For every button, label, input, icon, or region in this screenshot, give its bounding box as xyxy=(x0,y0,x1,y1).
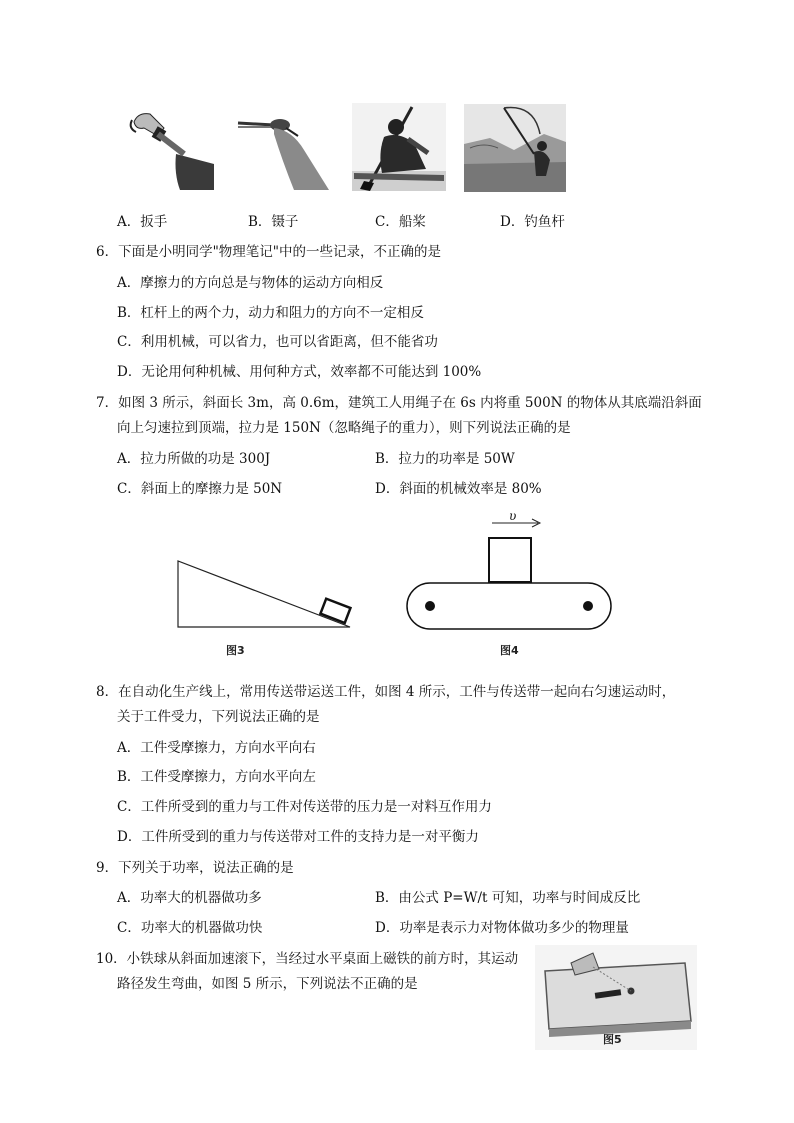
figure-3-label: 图3 xyxy=(226,644,245,657)
q7-stem-line2: 向上匀速拉到顶端，拉力是 150N（忽略绳子的重力），则下列说法正确的是 xyxy=(117,420,571,436)
q5-option-b: B．镊子 xyxy=(248,214,299,230)
tweezers-photo xyxy=(234,110,329,190)
figure-3-incline xyxy=(170,555,360,635)
q6-option-c: C．利用机械，可以省力，也可以省距离，但不能省功 xyxy=(117,334,438,350)
q9-stem: 9．下列关于功率，说法正确的是 xyxy=(96,860,294,876)
q8-stem-line2: 关于工件受力，下列说法正确的是 xyxy=(117,709,320,725)
q9-option-a: A．功率大的机器做功多 xyxy=(117,890,262,906)
q9-option-c: C．功率大的机器做功快 xyxy=(117,920,263,936)
wrench-photo xyxy=(124,104,216,190)
q7-stem-line1: 7．如图 3 所示，斜面长 3m，高 0.6m，建筑工人用绳子在 6s 内将重 500N 的物体从其底端沿斜面 xyxy=(96,395,702,411)
q5-option-c: C．船桨 xyxy=(375,214,426,230)
figure-4-conveyor xyxy=(400,505,620,635)
figure-5-label: 图5 xyxy=(603,1033,622,1046)
q5-option-a: A．扳手 xyxy=(117,214,168,230)
q6-stem: 6．下面是小明同学"物理笔记"中的一些记录，不正确的是 xyxy=(96,244,442,260)
q7-option-c: C．斜面上的摩擦力是 50N xyxy=(117,481,283,497)
q9-option-d: D．功率是表示力对物体做功多少的物理量 xyxy=(375,920,629,936)
oar-photo xyxy=(352,103,446,191)
q8-option-b: B．工件受摩擦力，方向水平向左 xyxy=(117,769,316,785)
q7-option-b: B．拉力的功率是 50W xyxy=(375,451,515,467)
q7-option-d: D．斜面的机械效率是 80% xyxy=(375,481,542,497)
q8-option-c: C．工件所受到的重力与工件对传送带的压力是一对料互作用力 xyxy=(117,799,492,815)
q6-option-b: B．杠杆上的两个力，动力和阻力的方向不一定相反 xyxy=(117,305,424,321)
q6-option-a: A．摩擦力的方向总是与物体的运动方向相反 xyxy=(117,275,384,291)
velocity-label: υ xyxy=(509,509,517,523)
figure-4-label: 图4 xyxy=(500,644,519,657)
q6-option-d: D．无论用何种机械、用何种方式，效率都不可能达到 100% xyxy=(117,364,482,380)
q10-stem-line2: 路径发生弯曲，如图 5 所示，下列说法不正确的是 xyxy=(117,976,418,992)
q8-option-d: D．工件所受到的重力与传送带对工件的支持力是一对平衡力 xyxy=(117,829,479,845)
q5-option-d: D．钓鱼杆 xyxy=(500,214,565,230)
fishing-rod-photo xyxy=(464,104,566,192)
q10-stem-line1: 10．小铁球从斜面加速滚下，当经过水平桌面上磁铁的前方时，其运动 xyxy=(96,951,519,967)
q8-option-a: A．工件受摩擦力，方向水平向右 xyxy=(117,740,316,756)
q9-option-b: B．由公式 P=W/t 可知，功率与时间成反比 xyxy=(375,890,641,906)
q7-option-a: A．拉力所做的功是 300J xyxy=(117,451,271,467)
q8-stem-line1: 8．在自动化生产线上，常用传送带运送工件，如图 4 所示，工件与传送带一起向右匀速运动时， xyxy=(96,684,676,700)
